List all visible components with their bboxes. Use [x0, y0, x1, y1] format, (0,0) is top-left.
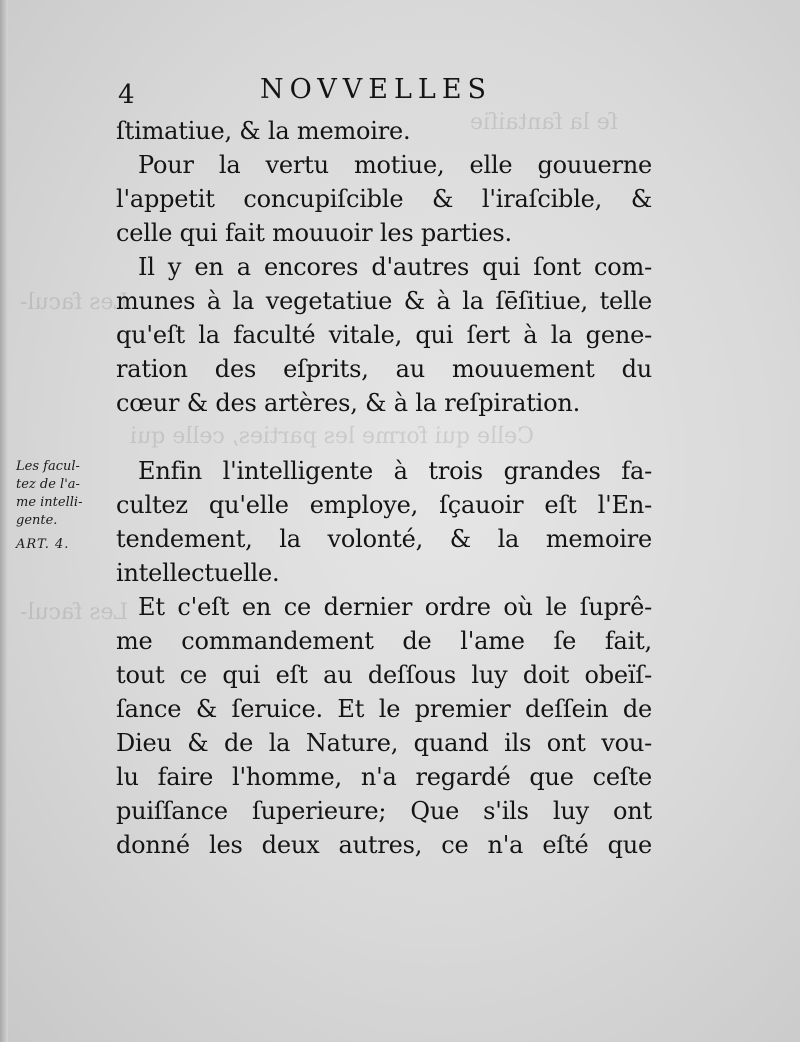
text-line: Dieu & de la Nature, quand ils ont vou-: [116, 729, 652, 757]
body-text: [116, 114, 652, 862]
text-line: me commandement de l'ame ſe fait,: [116, 627, 652, 655]
show-through-ghost-text: ſe la fantaiſie: [470, 110, 618, 135]
text-line: puiſſance ſuperieure; Que s'ils luy ont: [116, 797, 652, 825]
text-line: cultez qu'elle employe, ſçauoir eſt l'En-: [116, 491, 652, 519]
marginal-note-line: Les facul-: [16, 459, 80, 474]
show-through-ghost-text: Celle qui forme les parties, celle qui: [130, 424, 534, 449]
page-number: 4: [118, 80, 135, 110]
marginal-note-line: gente.: [16, 513, 58, 528]
text-line: munes à la vegetatiue & à la ſēſitiue, telle: [116, 287, 652, 315]
text-line: tout ce qui eſt au deſſous luy doit obeïſ-: [116, 661, 652, 689]
text-line: l'appetit concupiſcible & l'iraſcible, &: [116, 185, 652, 213]
text-line: Enfin l'intelligente à trois grandes fa-: [138, 457, 652, 485]
text-line: donné les deux autres, ce n'a eſté que: [116, 831, 652, 859]
text-line: Et c'eſt en ce dernier ordre où le ſuprê-: [138, 593, 652, 621]
text-line: tendement, la volonté, & la memoire: [116, 525, 652, 553]
running-title: NOVVELLES: [260, 74, 493, 105]
show-through-ghost-text: Les facul-: [20, 290, 129, 315]
text-line: qu'eſt la faculté vitale, qui ſert à la gene-: [116, 321, 652, 349]
text-line: Pour la vertu motiue, elle gouuerne: [138, 151, 652, 179]
text-line: celle qui fait mouuoir les parties.: [116, 219, 512, 247]
page-edge-shadow: [0, 0, 8, 1042]
text-line: ſtimatiue, & la memoire.: [116, 117, 411, 145]
paragraph-gap: [116, 420, 652, 454]
marginal-note: [16, 458, 112, 554]
text-line: lu faire l'homme, n'a regardé que ceſte: [116, 763, 652, 791]
marginal-note-line: tez de l'a-: [16, 477, 80, 492]
marginal-note-line: me intelli-: [16, 495, 83, 510]
text-line: cœur & des artères, & à la reſpiration.: [116, 389, 581, 417]
running-head: [110, 74, 650, 110]
text-line: Il y en a encores d'autres qui ſont com-: [138, 253, 652, 281]
text-line: intellectuelle.: [116, 559, 280, 587]
text-line: ſance & ſeruice. Et le premier deſſein de: [116, 695, 652, 723]
article-label: ART. 4.: [16, 537, 70, 552]
text-line: ration des eſprits, au mouuement du: [116, 355, 652, 383]
show-through-ghost-text: Les facul-: [20, 600, 129, 625]
